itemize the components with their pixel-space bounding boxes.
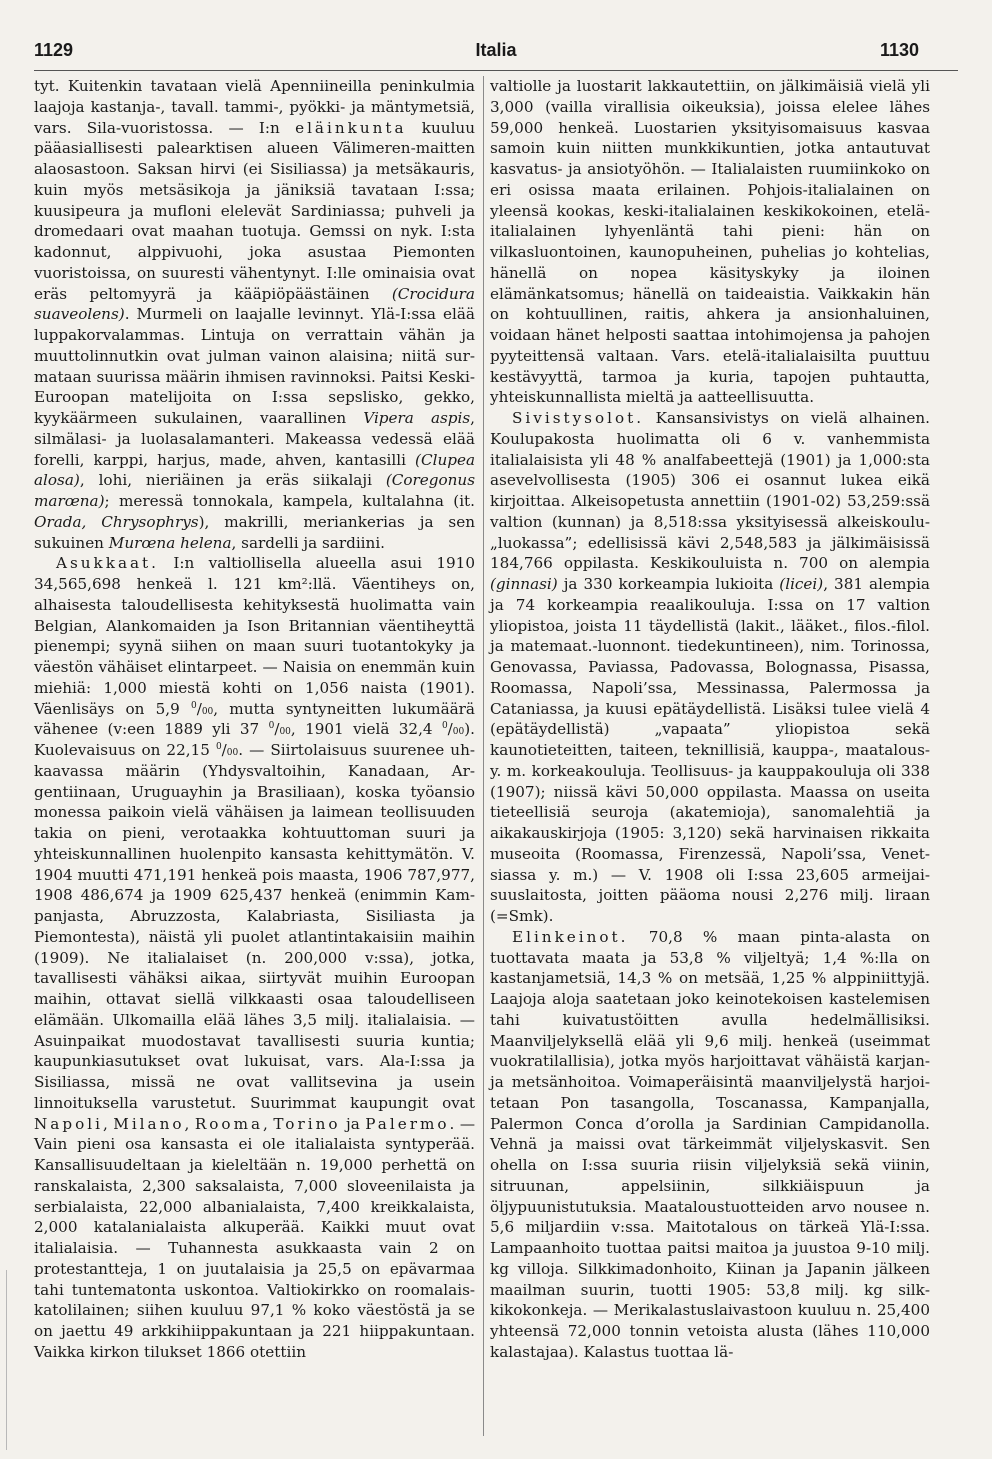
paragraph-elinkeinot: Elinkeinot. 70,8 % maan pinta-alasta on tuottavata maata ja 53,8 % viljeltyä; 1,4 %:lla on kastanjametsiä, 14,3 % on metsää, 1,25 % alppiniittyjä. Laajoja aloja saatetaan joko keinotekoisen kastelemisen tahi kuivatustöitten avulla hedelmällisiksi. Maanviljelyksellä elää yli 9,6 milj. henkeä (useimmat vuokratilallisia), jotka myös harjoittavat vähäistä karjan- ja metsänhoitoa. Voimaperäisintä maanviljelystä harjoitetaan Pon tasangolla, Toscanassa, Kampanjalla, Palermon Conca d’orolla ja Sardinian Campidanolla. Vehnä ja maissi ovat tärkeimmät viljelyskasvit. Sen ohella on I:ssa suuria riisin viljelyksiä sekä viinin, sitruunan, appelsiinin, silkkiäispuun ja öljypuunistutuksia. Maataloustuotteiden arvo nousee n. 5,6 miljardiin v:ssa. Maitotalous on tärkeä Ylä-I:ssa. Lampaanhoito tuottaa paitsi maitoa ja juustoa 9-10 milj. kg villoja. Silkkimadonhoito, Kiinan ja Japanin jälkeen maailman suurin, tuotti 1905: 53,8 milj. kg silkkikokonkeja. — Merikalastuslaivastoon kuuluu n. 25,400 yhteensä 72,000 tonnin vetoista alusta (lähes 110,000 kalastajaa). Kalastus tuottaa lä- [490,927,930,1361]
paragraph-flora-fauna: tyt. Kuitenkin tavataan vielä Apenniineilla peninkulmia laajoja kastanja-, tavall. tammi-, pyökki- ja mäntymetsiä, vars. Sila-vuoristossa. — I:n eläinkunta kuuluu pääasiallisesti palearktisen alueen Välimeren-maitten alaosastoon. Saksan hirvi (ei Sisiliassa) ja metsäkauris, kuin myös metsäsikoja ja jäniksiä tavataan I:ssa; kuusipeura ja mufloni elelevät Sardiniassa; puhveli ja dromedaari ovat maahan tuotuja. Gemssi on nyk. I:sta kadonnut, alppivuohi, joka asustaa Piemonten vuoristoissa, on suuresti vähentynyt. I:lle ominaisia ovat eräs peltomyyrä ja kääpiöpäästäinen (Crocidura suaveolens). Murmeli on laajalle levinnyt. Ylä-I:ssa elää luppakorvalammas. Lintuja on verrattain vähän ja muuttolinnutkin ovat julman vainon alaisina; niitä surmataan suurissa määrin ihmisen ravinnoksi. Paitsi Keski-Euroopan matelijoita on I:ssa sepslisko, gekko, kyykäärmeen sukulainen, vaarallinen Vipera aspis, silmälasi- ja luolasalamanteri. Makeassa vedessä elää forelli, karppi, harjus, made, ahven, kantasilli (Clupea alosa), lohi, nieriäinen ja eräs siikalaji (Coregonus marœna); meressä tonnokala, kampela, kultalahna (it. Orada, Chrysophrys), makrilli, meriankerias ja sen sukuinen Murœna helena, sardelli ja sardiini. [34,77,476,552]
paragraph-asukkaat: Asukkaat. I:n valtiollisella alueella asui 1910 34,565,698 henkeä l. 121 km²:llä. Väentiheys on, alhaisesta taloudellisesta kehityksestä huolimatta vain Belgian, Alankomaiden ja Ison Britannian väentiheyttä pienempi; syynä siihen on maan suuri tuotantokyky ja väestön vähäiset elintarpeet. — Naisia on enemmän kuin miehiä: 1,000 miestä kohti on 1,056 naista (1901). Väenlisäys on 5,9 $^0$/00, mutta syntyneitten lukumäärä vähenee (v:een 1889 yli 37 $^0$/00, 1901 vielä 32,4 $^0$/00). Kuolevaisuus on 22,15 $^0$/00. — Siirtolaisuus suurenee uhkaavassa määrin (Yhdysvaltoihin, Kanadaan, Argentiinaan, Uruguayhin ja Brasiliaan), koska työansio monessa paikoin vielä vähäisen ja laimean teollisuuden takia on pieni, verotaakka kohtuuttoman suuri ja yhteiskunnallinen huolenpito kansasta kehittymätön. V. 1904 muutti 471,191 henkeä pois maasta, 1906 787,977, 1908 486,674 ja 1909 625,437 henkeä (enimmin Kampanjasta, Abruzzosta, Kalabriasta, Sisiliasta ja Piemontesta), näistä yli puolet atlantintakaisiin maihin (1909). Ne italialaiset (n. 200,000 v:ssa), jotka, tavallisesti vähäksi aikaa, siirtyvät muihin Euroopan maihin, ottavat siellä vilkkaasti osaa taloudelliseen elämään. Ulkomailla elää lähes 3,5 milj. italialaisia. — Asuinpaikat muodostavat tavallisesti suuria kuntia; kaupunkiasutukset ovat lukuisat, vars. Ala-I:ssa ja Sisiliassa, missä ne ovat vallitsevina ja usein linnoituksella varustetut. Suurimmat kaupungit ovat Napoli, Milano, Rooma, Torino ja Palermo. — Vain pieni osa kansasta ei ole italialaista syntyperää. Kansallisuudeltaan ja kieleltään n. 19,000 perhettä on ranskalaista, 2,300 saksalaista, 7,000 sloveenilaista ja serbialaista, 22,000 albanialaista, 7,400 kreikkalaista, 2,000 katalanialaista alkuperää. Kaikki muut ovat italialaisia. — Tuhannesta asukkaasta vain 2 on protestantteja, 1 on juutalaisia ja 25,5 on epävarmaa tahi tuntematonta uskontoa. Valtiokirkko on roomalais-katolilainen; siihen kuuluu 97,1 % koko väestöstä ja se on jaettu 49 arkkihiippakuntaan ja 221 hiippakuntaan. Vaikka kirkon tilukset 1866 otettiin [34,554,476,1361]
left-column [34,76,475,1363]
header-rule [34,70,958,71]
page-header [0,36,992,66]
page-number-left: 1129 [34,40,74,60]
right-column [490,76,930,1363]
page-number-right: 1130 [880,40,920,60]
paragraph-character: valtiolle ja luostarit lakkautettiin, on jälkimäisiä vielä yli 3,000 (vailla virallisia oikeuksia), joissa elelee lähes 59,000 henkeä. Luostarien yksityisomaisuus kasvaa samoin kuin niitten munkkikuntien, jotka antautuvat kasvatus- ja ansiotyöhön. — Italialaisten ruumiinkoko on eri osissa maata erilainen. Pohjois-italialainen on yleensä kookas, keski-italialainen keskikokoinen, etelä-italialainen lyhyenläntä tahi pieni: hän on vilkasluontoinen, kaunopuheinen, puhelias jo kohtelias, hänellä on nopea käsityskyky ja iloinen elämänkatsomus; hänellä on taideaistia. Vaikkakin hän on kohtuullinen, raitis, ahkera ja ansionhaluinen, voidaan hänet helposti saattaa intohimojensa ja pahojen pyyteittensä valtaan. Vars. etelä-italialaisilta puuttuu kestävyyttä, tarmoa ja kuria, tapojen puhtautta, yhteiskunnallista mieltä ja aatteellisuutta. [490,77,930,407]
running-title: Italia [475,40,517,60]
column-divider [483,76,484,1436]
paragraph-sivistysolot: Sivistysolot. Kansansivistys on vielä alhainen. Koulupakosta huolimatta oli 6 v. vanhemmista italialaisista yli 48 % analfabeettejä (1901) ja 1,000:sta asevelvollisesta (1905) 306 ei osannut lukea eikä kirjoittaa. Alkeisopetusta annettiin (1901-02) 53,259:ssä valtion (kunnan) ja 8,518:ssa yksityisessä alkeiskoulu-„luokassa”; edellisissä kävi 2,548,583 ja jälkimäisissä 184,766 oppilasta. Keskikouluista n. 700 on alempia (ginnasi) ja 330 korkeampia lukioita (licei), 381 alempia ja 74 korkeampia reaalikouluja. I:ssa on 17 valtion yliopistoa, joista 11 täydellistä (lakit., lääket., filos.-filol. ja matemaat.-luonnont. tiedekuntineen), nim. Torinossa, Genovassa, Paviassa, Padovassa, Bolognassa, Pisassa, Roomassa, Napoli’ssa, Messinassa, Palermossa ja Cataniassa, ja kuusi epätäydellistä. Lisäksi tulee vielä 4 (epätäydellistä) „vapaata” yliopistoa sekä kaunotieteitten, taiteen, teknillisiä, kauppa-, maatalous- y. m. korkeakouluja. Teollisuus- ja kauppakouluja oli 338 (1907); niissä kävi 50,000 oppilasta. Maassa on useita tieteellisiä seuroja (akatemioja), sanomalehtiä ja aikakauskirjoja (1905: 3,120) sekä harvinaisen rikkaita museoita (Roomassa, Firenzessä, Napoli’ssa, Venetsiassa y. m.) — V. 1908 oli I:ssa 23,605 armeijaisuuslaitosta, joitten pääoma nousi 2,276 milj. liraan (=Smk). [490,409,930,925]
scan-edge-mark [6,1270,7,1450]
